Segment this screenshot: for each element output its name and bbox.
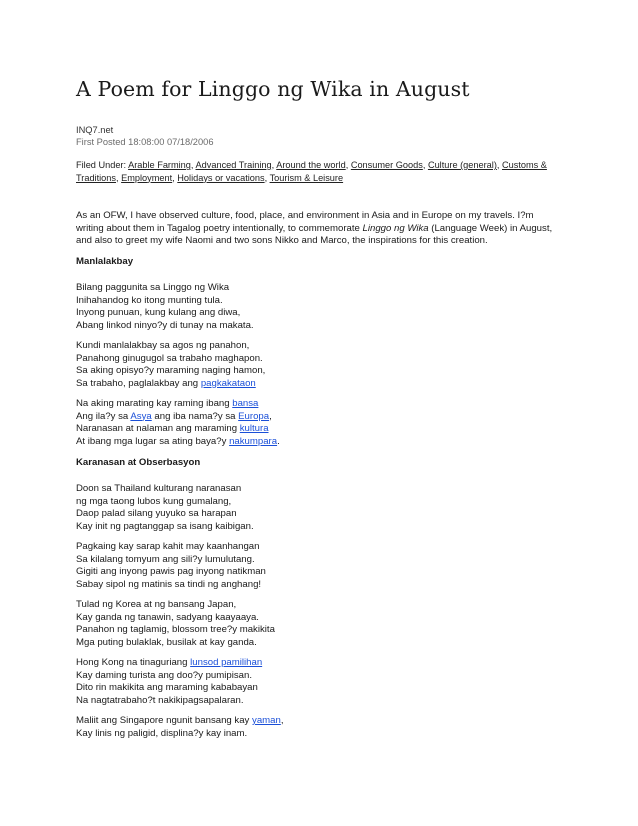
poem-heading-karanasan: Karanasan at Obserbasyon [76, 457, 201, 468]
category-link[interactable]: Employment [121, 172, 173, 183]
poem-line: Panahon ng taglamig, blossom tree?y makikita [76, 624, 275, 636]
poem-line: Inihahandog ko itong munting tula. [76, 294, 223, 306]
poem-line: Maliit ang Singapore ngunit bansang kay yaman, [76, 715, 284, 726]
poem-line: Ang ila?y sa Asya ang iba nama?y sa Europa, [76, 410, 272, 422]
keyword-link[interactable]: kultura [239, 423, 269, 435]
poem-line: Kay daming turista ang doo?y pumipisan. [76, 669, 252, 681]
poem-line: Daop palad silang yuyuko sa harapan [76, 508, 237, 520]
poem-line: Gigiti ang inyong pawis pag inyong natikman [76, 566, 266, 578]
stanza [76, 483, 562, 533]
poem-line: At ibang mga lugar sa ating baya?y nakumpara. [76, 435, 280, 447]
keyword-link[interactable]: yaman [252, 715, 281, 726]
poem-line: Doon sa Thailand kulturang naranasan [76, 483, 242, 494]
poem-line: Panahong ginugugol sa trabaho maghapon. [76, 352, 263, 364]
stanza [76, 715, 562, 740]
poem-line: Bilang paggunita sa Linggo ng Wika [76, 282, 230, 293]
poem-line: Abang linkod ninyo?y di tunay na makata. [76, 319, 254, 331]
poem-line: Sa kilalang tomyum ang sili?y lumulutang. [76, 553, 255, 565]
keyword-link[interactable]: bansa [232, 398, 259, 409]
stanza [76, 282, 562, 332]
category-link[interactable]: Tourism & Leisure [269, 172, 344, 183]
poem-line: Kay ganda ng tanawin, sadyang kaayaaya. [76, 611, 259, 623]
poem-line: Pagkaing kay sarap kahit may kaanhangan [76, 541, 260, 552]
keyword-link[interactable]: lunsod pamilihan [190, 657, 263, 668]
poem-line: Kay init ng pagtanggap sa isang kaibigan. [76, 520, 254, 532]
source-label: INQ7.net [76, 125, 114, 135]
poem-line: Mga puting bulaklak, busilak at kay ganda. [76, 636, 257, 648]
article-meta [76, 124, 213, 148]
stanza [76, 398, 562, 448]
stanza [76, 541, 562, 591]
poem-line: Na aking marating kay raming ibang bansa [76, 398, 259, 409]
category-link[interactable]: Around the world [276, 160, 346, 170]
keyword-link[interactable]: Europa [238, 410, 270, 422]
category-link[interactable]: Consumer Goods [350, 160, 423, 170]
article-title: A Poem for Linggo ng Wika in August [76, 77, 470, 101]
poem-line: Sa aking opisyo?y maraming naging hamon, [76, 365, 266, 377]
poem-line: Na nagtatrabaho?t nakikipagsapalaran. [76, 694, 244, 706]
stanza [76, 599, 562, 649]
stanza [76, 657, 562, 707]
posted-date: First Posted 18:08:00 07/18/2006 [76, 137, 214, 147]
filed-under: Filed Under: Arable Farming, Advanced Training, Around the world, Consumer Goods, Culture (general), Customs & Traditions, Employment, Holidays or vacations, Tourism & Leisure [76, 160, 547, 183]
poem-line: Kundi manlalakbay sa agos ng panahon, [76, 340, 250, 351]
poem-line: Tulad ng Korea at ng bansang Japan, [76, 599, 237, 610]
intro-emphasis: Linggo ng Wika [362, 222, 429, 234]
category-link[interactable]: Arable Farming [128, 160, 191, 170]
stanza [76, 340, 562, 390]
poem-line: Sabay sipol ng matinis sa tindi ng anghang! [76, 578, 262, 590]
poem-line: Sa trabaho, paglalakbay ang pagkakataon [76, 377, 256, 389]
poem-line: Dito rin makikita ang maraming kababayan [76, 682, 258, 694]
keyword-link[interactable]: pagkakataon [200, 377, 256, 389]
poem-line: ng mga taong lubos kung gumalang, [76, 495, 232, 507]
poem-line: Inyong punuan, kung kulang ang diwa, [76, 307, 241, 319]
category-link[interactable]: Advanced Training [195, 160, 272, 170]
keyword-link[interactable]: Asya [130, 410, 152, 422]
poem-line: Kay linis ng paligid, displina?y kay inam. [76, 727, 248, 739]
category-link[interactable]: Holidays or vacations [177, 172, 265, 183]
intro-paragraph: As an OFW, I have observed culture, food, place, and environment in Asia and in Europe on my travels. I?m writing about them in Tagalog poetry intentionally, to commemorate Linggo ng Wika (Language Week) in August, and also to greet my wife Naomi and two sons Nikko and Marco, the inspirations for this creation. [76, 210, 553, 247]
category-link[interactable]: Customs & Traditions [76, 160, 547, 183]
poem-line: Hong Kong na tinaguriang lunsod pamilihan [76, 657, 263, 668]
category-link[interactable]: Culture (general) [427, 160, 497, 170]
keyword-link[interactable]: nakumpara [229, 435, 278, 447]
poem-heading-manlalakbay: Manlalakbay [76, 256, 134, 267]
poem-line: Naranasan at nalaman ang maraming kultura [76, 423, 269, 435]
filed-under-label: Filed Under: [76, 160, 127, 170]
